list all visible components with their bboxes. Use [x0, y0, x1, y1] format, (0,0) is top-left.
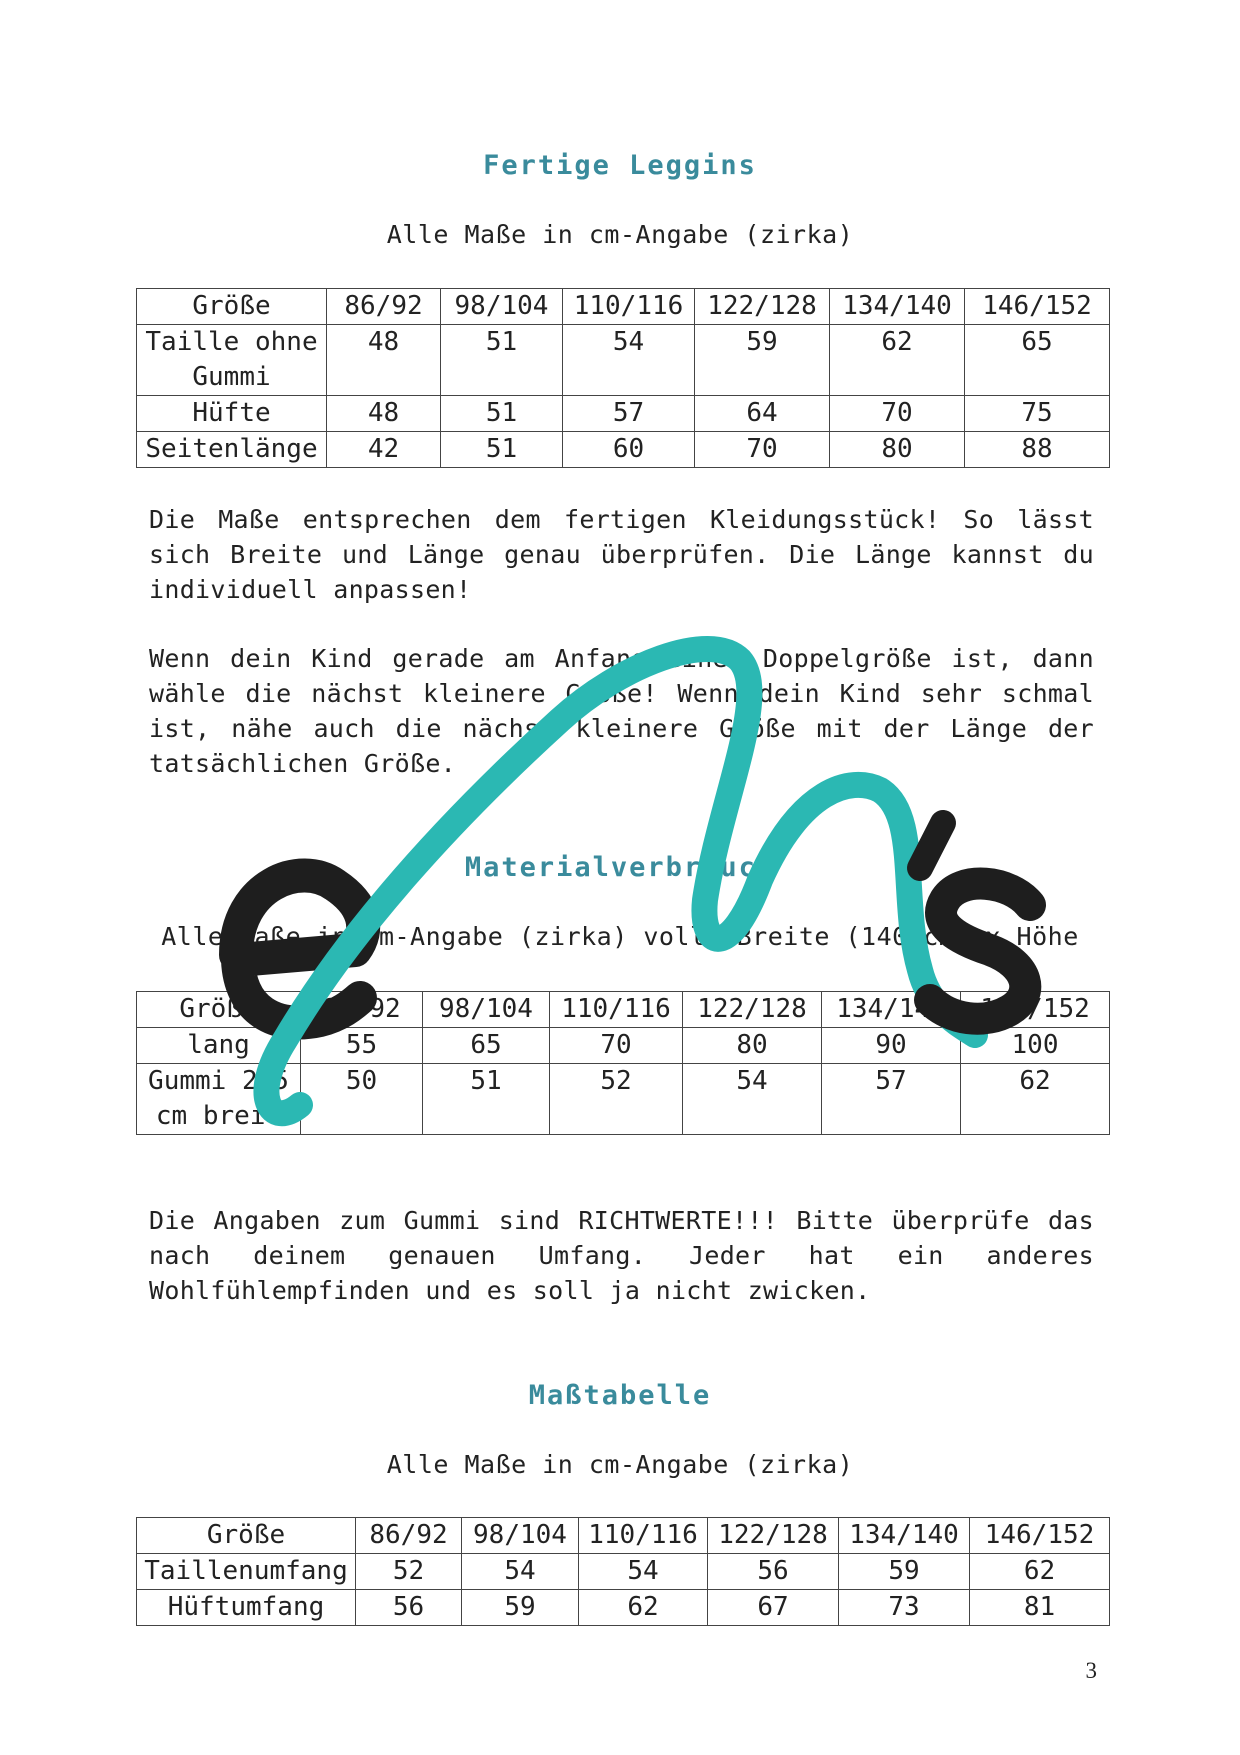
header-cell: 110/116: [563, 289, 695, 325]
table-cell: 65: [965, 325, 1110, 396]
subtitle-material: Alle Maße in cm-Angabe (zirka) volle Breite (140 cm) x Höhe: [161, 922, 1079, 951]
header-cell: Größe: [137, 1518, 356, 1554]
header-cell: 134/140: [822, 992, 961, 1028]
table-cell: 62: [830, 325, 965, 396]
table-row: [137, 325, 1110, 396]
heading-masstabelle: Maßtabelle: [528, 1380, 712, 1411]
header-cell: 134/140: [830, 289, 965, 325]
heading-fertige-leggins: Fertige Leggins: [483, 150, 757, 181]
table-cell: 42: [327, 432, 441, 468]
row-label: Taille ohne Gummi: [137, 325, 327, 396]
table-fertige-leggins: [136, 288, 1110, 468]
table-cell: 59: [462, 1590, 579, 1626]
table-cell: 67: [708, 1590, 839, 1626]
heading-materialverbrauch: Materialverbrauch: [464, 852, 776, 883]
table-cell: 51: [441, 396, 563, 432]
table-cell: 64: [695, 396, 830, 432]
header-cell: Größe: [137, 992, 301, 1028]
table-cell: 70: [550, 1028, 683, 1064]
table-cell: 56: [356, 1590, 462, 1626]
table-cell: 62: [961, 1064, 1110, 1135]
table-cell: 70: [695, 432, 830, 468]
table-cell: 54: [579, 1554, 708, 1590]
header-cell: 110/116: [579, 1518, 708, 1554]
header-cell: 86/92: [301, 992, 423, 1028]
table-cell: 81: [970, 1590, 1110, 1626]
header-cell: 134/140: [839, 1518, 970, 1554]
table-row: [137, 1590, 1110, 1626]
header-cell: Größe: [137, 289, 327, 325]
table-cell: 59: [839, 1554, 970, 1590]
header-cell: 122/128: [708, 1518, 839, 1554]
header-cell: 86/92: [327, 289, 441, 325]
table-masstabelle: [136, 1517, 1110, 1626]
table-cell: 65: [423, 1028, 550, 1064]
row-label: Hüfte: [137, 396, 327, 432]
table-cell: 56: [708, 1554, 839, 1590]
table-cell: 62: [579, 1590, 708, 1626]
table-cell: 57: [563, 396, 695, 432]
header-cell: 146/152: [970, 1518, 1110, 1554]
subtitle-leggins: Alle Maße in cm-Angabe (zirka): [386, 220, 854, 249]
table-cell: 48: [327, 325, 441, 396]
header-cell: 98/104: [441, 289, 563, 325]
header-cell: 146/152: [961, 992, 1110, 1028]
header-cell: 122/128: [695, 289, 830, 325]
table-cell: 100: [961, 1028, 1110, 1064]
table-row: [137, 432, 1110, 468]
table-cell: 50: [301, 1064, 423, 1135]
table-cell: 75: [965, 396, 1110, 432]
table-cell: 60: [563, 432, 695, 468]
row-label: Gummi 2,5 cm breit: [137, 1064, 301, 1135]
table-row: [137, 1064, 1110, 1135]
table-header-row: [137, 992, 1110, 1028]
table-cell: 52: [356, 1554, 462, 1590]
page-number: 3: [1085, 1658, 1097, 1683]
paragraph-masse-info: Die Maße entsprechen dem fertigen Kleidungsstück! So lässt sich Breite und Länge genau überprüfen. Die Länge kannst du individuell anpassen!: [149, 505, 1094, 604]
table-cell: 70: [830, 396, 965, 432]
table-cell: 48: [327, 396, 441, 432]
table-cell: 73: [839, 1590, 970, 1626]
table-header-row: [137, 289, 1110, 325]
header-cell: 146/152: [965, 289, 1110, 325]
table-materialverbrauch: [136, 991, 1110, 1135]
table-cell: 51: [423, 1064, 550, 1135]
table-cell: 54: [462, 1554, 579, 1590]
table-cell: 62: [970, 1554, 1110, 1590]
row-label: Taillenumfang: [137, 1554, 356, 1590]
table-cell: 54: [683, 1064, 822, 1135]
paragraph-gummi-hinweis: Die Angaben zum Gummi sind RICHTWERTE!!! Bitte überprüfe das nach deinem genauen Umfang. Jeder hat ein anderes Wohlfühlempfinden und es soll ja nicht zwicken.: [149, 1206, 1094, 1305]
subtitle-masstabelle: Alle Maße in cm-Angabe (zirka): [386, 1450, 854, 1479]
table-row: [137, 1028, 1110, 1064]
row-label: lang: [137, 1028, 301, 1064]
table-cell: 54: [563, 325, 695, 396]
table-row: [137, 396, 1110, 432]
header-cell: 86/92: [356, 1518, 462, 1554]
table-cell: 52: [550, 1064, 683, 1135]
table-cell: 90: [822, 1028, 961, 1064]
table-header-row: [137, 1518, 1110, 1554]
table-cell: 80: [830, 432, 965, 468]
table-cell: 57: [822, 1064, 961, 1135]
row-label: Hüftumfang: [137, 1590, 356, 1626]
header-cell: 98/104: [423, 992, 550, 1028]
paragraph-groessen-hinweis: Wenn dein Kind gerade am Anfang einer Doppelgröße ist, dann wähle die nächst kleinere Größe! Wenn dein Kind sehr schmal ist, nähe auch die nächst kleinere Größe mit der Länge der tatsächlichen Größe.: [149, 644, 1094, 778]
table-row: [137, 1554, 1110, 1590]
header-cell: 110/116: [550, 992, 683, 1028]
table-cell: 51: [441, 432, 563, 468]
header-cell: 98/104: [462, 1518, 579, 1554]
table-cell: 59: [695, 325, 830, 396]
header-cell: 122/128: [683, 992, 822, 1028]
table-cell: 55: [301, 1028, 423, 1064]
table-cell: 88: [965, 432, 1110, 468]
table-cell: 51: [441, 325, 563, 396]
row-label: Seitenlänge: [137, 432, 327, 468]
table-cell: 80: [683, 1028, 822, 1064]
